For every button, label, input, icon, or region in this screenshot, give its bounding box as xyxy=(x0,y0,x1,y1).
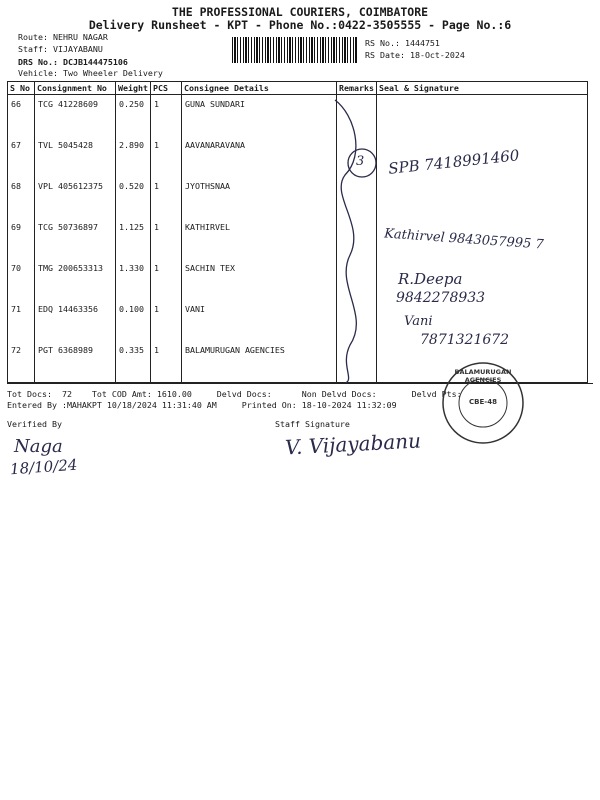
verified-by-label: Verified By xyxy=(7,419,62,429)
rs-number: RS No.: 1444751 xyxy=(365,38,440,48)
col-consignment: Consignment No xyxy=(35,82,116,95)
cell-consignment: TCG 50736897 xyxy=(35,218,116,259)
table-row xyxy=(8,259,588,300)
cell-consignment: PGT 6368989 xyxy=(35,341,116,383)
cell-consignment: EDQ 14463356 xyxy=(35,300,116,341)
table-row xyxy=(8,95,588,137)
cell-sno: 69 xyxy=(8,218,35,259)
cell-consignee: JYOTHSNAA xyxy=(182,177,337,218)
cell-consignee: BALAMURUGAN AGENCIES xyxy=(182,341,337,383)
cell-sno: 72 xyxy=(8,341,35,383)
verified-signature: Naga xyxy=(14,436,63,457)
col-weight: Weight xyxy=(116,82,151,95)
table-row xyxy=(8,177,588,218)
cell-consignee: VANI xyxy=(182,300,337,341)
cell-weight: 2.890 xyxy=(116,136,151,177)
cell-consignment: VPL 405612375 xyxy=(35,177,116,218)
cell-sno: 70 xyxy=(8,259,35,300)
cell-consignee: SACHIN TEX xyxy=(182,259,337,300)
cell-sno: 68 xyxy=(8,177,35,218)
cell-signature xyxy=(376,177,587,218)
cell-consignee: AAVANARAVANA xyxy=(182,136,337,177)
cell-pcs: 1 xyxy=(151,341,182,383)
signature-row-69: Kathirvel 9843057995 7 xyxy=(383,226,545,253)
stamp-text: BALAMURUGAN AGENCIES xyxy=(454,368,512,384)
staff-label: Staff: VIJAYABANU xyxy=(18,44,103,54)
cell-weight: 1.125 xyxy=(116,218,151,259)
cell-pcs: 1 xyxy=(151,259,182,300)
barcode xyxy=(232,37,358,63)
cell-sno: 67 xyxy=(8,136,35,177)
route-label: Route: NEHRU NAGAR xyxy=(18,32,108,42)
signature-row-70-phone: 9842278933 xyxy=(396,290,486,306)
cell-pcs: 1 xyxy=(151,95,182,137)
staff-signature: V. Vijayabanu xyxy=(284,428,422,460)
signature-row-71-phone: 7871321672 xyxy=(420,332,510,348)
cell-consignment: TMG 200653313 xyxy=(35,259,116,300)
cell-consignment: TCG 41228609 xyxy=(35,95,116,137)
col-sno: S No xyxy=(8,82,35,95)
cell-pcs: 1 xyxy=(151,218,182,259)
remark-brace-icon xyxy=(325,95,385,385)
cell-weight: 0.100 xyxy=(116,300,151,341)
cell-weight: 0.250 xyxy=(116,95,151,137)
cell-sno: 66 xyxy=(8,95,35,137)
signature-row-67: SPB 7418991460 xyxy=(387,146,521,178)
cell-consignee: KATHIRVEL xyxy=(182,218,337,259)
col-consignee: Consignee Details xyxy=(182,82,337,95)
company-title: THE PROFESSIONAL COURIERS, COIMBATORE xyxy=(171,5,429,19)
remark-number: 3 xyxy=(356,154,365,169)
cell-consignee: GUNA SUNDARI xyxy=(182,95,337,137)
cell-signature xyxy=(376,95,587,137)
verified-date: 18/10/24 xyxy=(9,455,78,479)
vehicle-label: Vehicle: Two Wheeler Delivery xyxy=(18,68,163,78)
col-seal-signature: Seal & Signature xyxy=(376,82,587,95)
drs-label: DRS No.: DCJB144475106 xyxy=(18,57,128,67)
cell-pcs: 1 xyxy=(151,300,182,341)
totals-line: Tot Docs: 72 Tot COD Amt: 1610.00 Delvd Docs: Non Delvd Docs: Delvd Pts: xyxy=(7,389,462,399)
rs-date: RS Date: 18-Oct-2024 xyxy=(365,50,465,60)
col-pcs: PCS xyxy=(151,82,182,95)
entered-by-line: Entered By :MAHAKPT 10/18/2024 11:31:40 AM Printed On: 18-10-2024 11:32:09 xyxy=(7,400,397,410)
cell-consignment: TVL 5045428 xyxy=(35,136,116,177)
signature-row-70-name: R.Deepa xyxy=(398,270,463,288)
stamp-center: CBE-48 xyxy=(469,398,497,406)
col-remarks: Remarks xyxy=(337,82,377,95)
cell-weight: 1.330 xyxy=(116,259,151,300)
cell-weight: 0.335 xyxy=(116,341,151,383)
runsheet-title: Delivery Runsheet - KPT - Phone No.:0422-3505555 - Page No.:6 xyxy=(88,18,512,32)
cell-pcs: 1 xyxy=(151,177,182,218)
cell-sno: 71 xyxy=(8,300,35,341)
cell-weight: 0.520 xyxy=(116,177,151,218)
signature-row-71-name: Vani xyxy=(404,314,433,329)
cell-pcs: 1 xyxy=(151,136,182,177)
staff-signature-label: Staff Signature xyxy=(275,419,350,429)
